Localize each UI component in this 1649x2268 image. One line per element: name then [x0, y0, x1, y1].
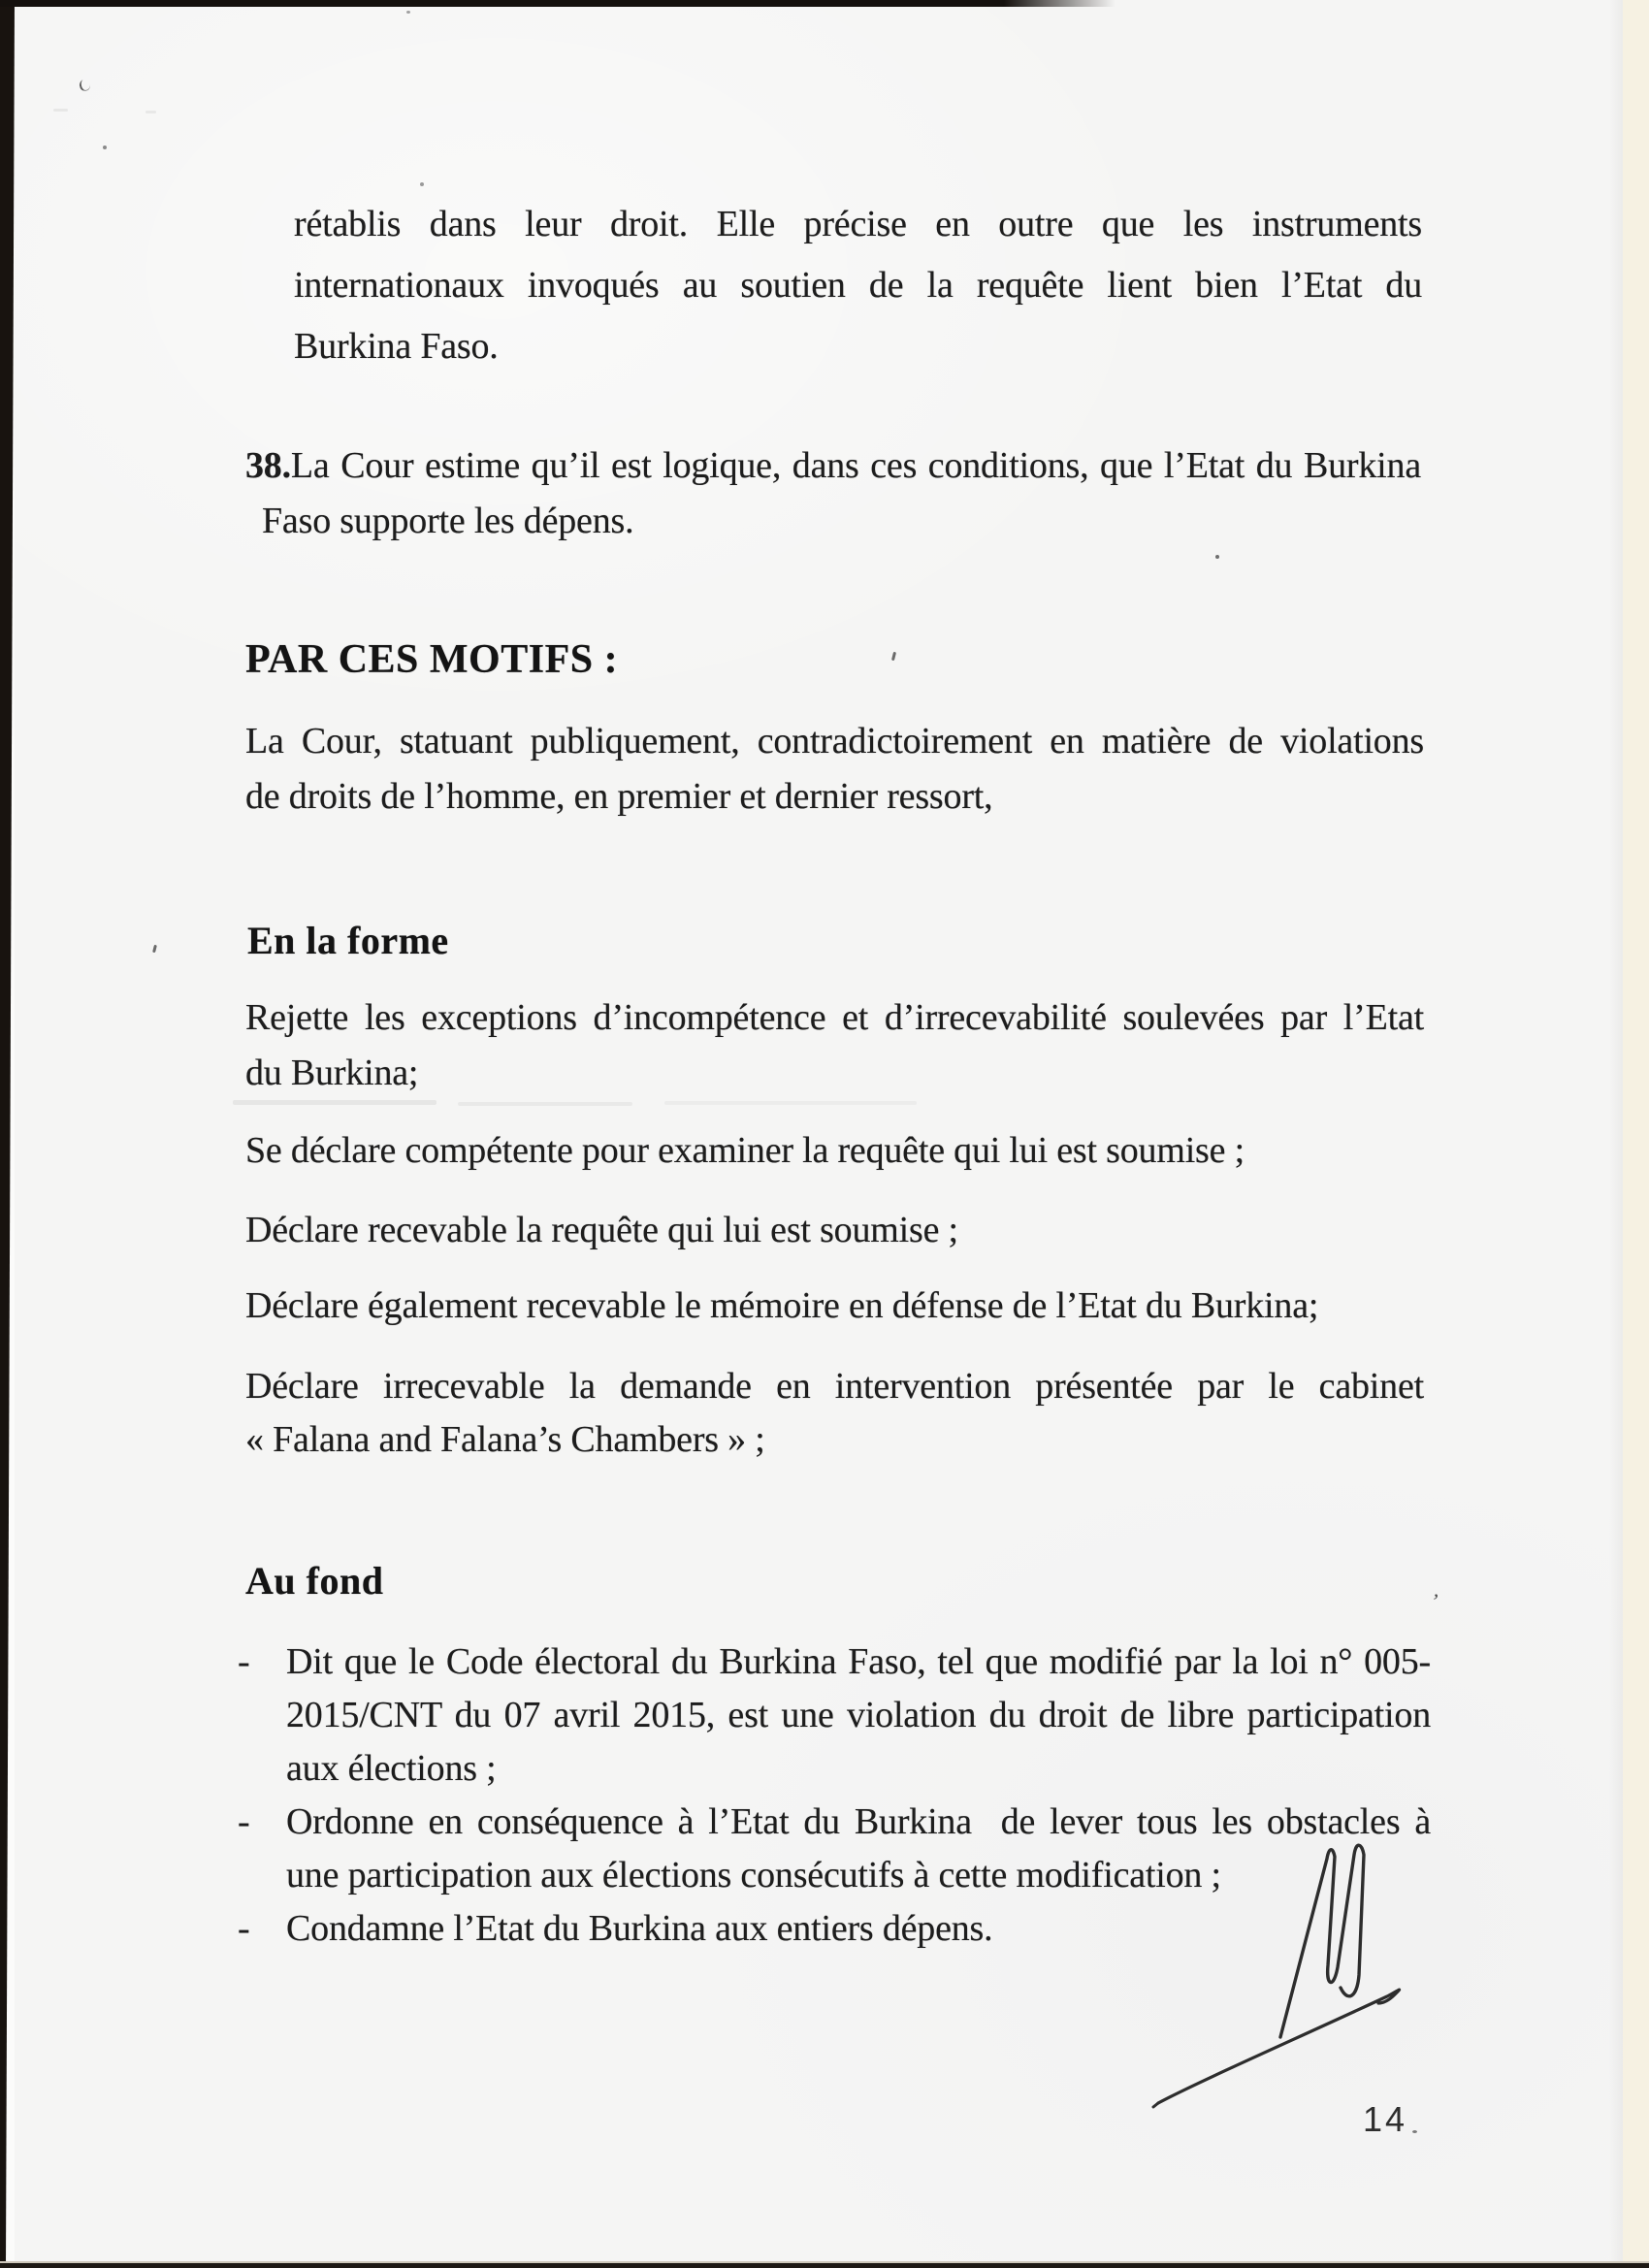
- list-dash: -: [238, 1801, 250, 1842]
- scan-edge-top: [0, 0, 1116, 7]
- item-number: 38.: [245, 445, 291, 486]
- paragraph-line: Condamne l’Etat du Burkina aux entiers dépens.: [286, 1908, 993, 1949]
- list-item-text: [286, 1636, 1431, 1796]
- scan-speck: ’: [1430, 1588, 1441, 1614]
- page-number: 14: [1363, 2099, 1408, 2139]
- paragraph-line: Faso supporte les dépens.: [262, 501, 634, 541]
- paragraph-line: [245, 438, 1421, 494]
- paragraph-line: 2015/CNT du 07 avril 2015, est une violation du droit de libre participation: [286, 1695, 1431, 1735]
- scan-smudge: [458, 1102, 632, 1106]
- paper-right-shadow: [1609, 0, 1623, 2268]
- heading-en-la-forme: En la forme: [247, 919, 449, 962]
- item-text: La Cour estime qu’il est logique, dans ces conditions, que l’Etat du Burkina: [290, 445, 1421, 486]
- signature-ink: [1145, 1822, 1426, 2113]
- paragraph-line: Burkina Faso.: [294, 326, 499, 367]
- paragraph-line: Ordonne en conséquence à l’Etat du Burkina de lever tous les obstacles à: [286, 1801, 1431, 1842]
- scan-edge-bottom: [0, 2261, 1649, 2268]
- paragraph-retablis: [294, 194, 1422, 377]
- paragraph-line: Rejette les exceptions d’incompétence et d’irrecevabilité soulevées par l’Etat: [245, 997, 1424, 1038]
- heading-au-fond: Au fond: [245, 1559, 384, 1603]
- paragraph-line: Déclare irrecevable la demande en intervention présentée par le cabinet: [245, 1366, 1424, 1407]
- paragraph-line: Se déclare compétente pour examiner la requête qui lui est soumise ;: [245, 1130, 1245, 1171]
- numbered-item-38: [245, 438, 1421, 549]
- scan-speck: [420, 182, 424, 186]
- paragraph-la-cour: [245, 714, 1424, 825]
- paragraph-line: aux élections ;: [286, 1748, 497, 1789]
- paragraph-line: Déclare recevable la requête qui lui est soumise ;: [245, 1210, 958, 1250]
- paragraph-rejette: [245, 990, 1424, 1101]
- paragraph-line: une participation aux élections consécutifs à cette modification ;: [286, 1855, 1221, 1895]
- scan-speck: [406, 11, 410, 14]
- paragraph-line: La Cour, statuant publiquement, contradictoirement en matière de violations: [245, 721, 1424, 761]
- scan-speck: [1412, 2130, 1417, 2133]
- paragraph-declare-egalement: [245, 1279, 1424, 1334]
- list-item: [238, 1636, 1431, 1796]
- paragraph-declare-irrecevable: [245, 1360, 1424, 1467]
- paragraph-declare-recevable: [245, 1203, 1424, 1258]
- scan-smudge: [53, 109, 68, 112]
- paragraph-line: internationaux invoqués au soutien de la requête lient bien l’Etat du: [294, 265, 1422, 306]
- paragraph-line: « Falana and Falana’s Chambers » ;: [245, 1419, 765, 1460]
- paragraph-line: Dit que le Code électoral du Burkina Faso, tel que modifié par la loi n° 005-: [286, 1641, 1431, 1682]
- paragraph-line: du Burkina;: [245, 1053, 419, 1093]
- list-dash: -: [238, 1908, 250, 1949]
- scan-speck: [103, 146, 107, 149]
- scan-smudge: [664, 1101, 917, 1105]
- scan-smudge: [233, 1100, 436, 1105]
- scan-smudge: [146, 111, 156, 113]
- scan-speck: [1215, 555, 1219, 559]
- paragraph-se-declare: [245, 1123, 1424, 1179]
- paragraph-line: Déclare également recevable le mémoire en défense de l’Etat du Burkina;: [245, 1285, 1319, 1326]
- paragraph-line: rétablis dans leur droit. Elle précise en outre que les instruments: [294, 204, 1422, 244]
- paragraph-line: de droits de l’homme, en premier et dernier ressort,: [245, 776, 993, 817]
- heading-par-ces-motifs: PAR CES MOTIFS :: [245, 637, 619, 682]
- list-dash: -: [238, 1641, 250, 1682]
